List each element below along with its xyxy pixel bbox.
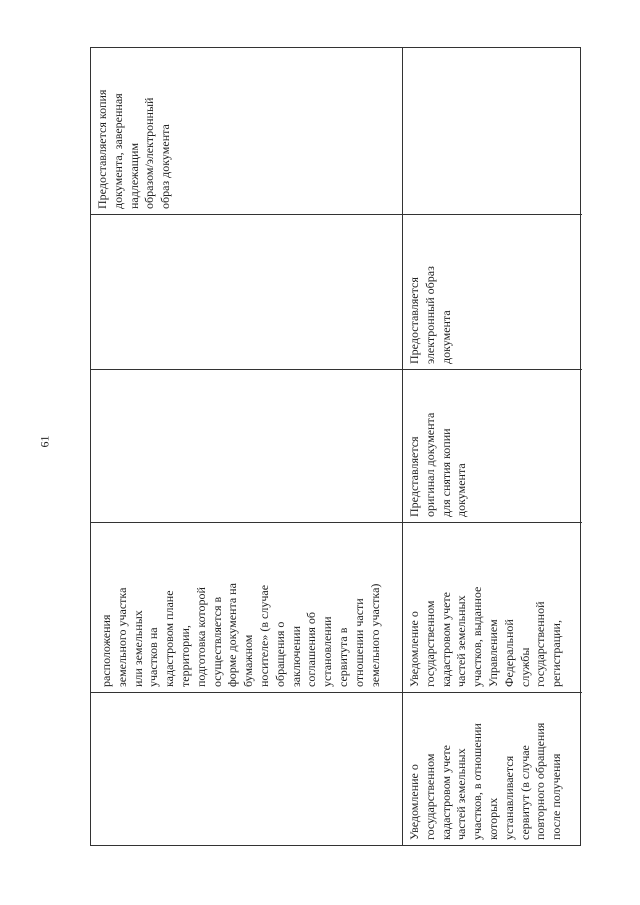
requirements-table: [90, 47, 581, 846]
cell-line: заключении: [288, 625, 303, 687]
cell-line: участков, выданное: [470, 586, 485, 687]
cell-line: образом/электронный: [142, 97, 157, 209]
cell-line: кадастровом учете: [438, 591, 453, 687]
cell-line: форме документа на: [225, 583, 240, 687]
cell-line: Представляется: [407, 436, 421, 517]
cell-line: документа: [454, 463, 469, 517]
cell-line: оригинал документа: [422, 412, 437, 517]
cell-line: электронный образ: [422, 266, 437, 364]
table-cell-text: [403, 369, 582, 522]
page-number: 61: [37, 435, 52, 448]
cell-line: государственном: [422, 753, 437, 840]
rotated-table-area: [90, 47, 581, 846]
cell-line: образ документа: [158, 124, 173, 209]
cell-line: частей земельных: [454, 595, 469, 687]
cell-line: подготовка которой: [193, 587, 208, 687]
table-cell-empty: [91, 214, 402, 369]
cell-line: кадастровом учете: [438, 744, 453, 840]
cell-line: Уведомление о: [407, 611, 421, 687]
table-cell-text: [403, 522, 582, 692]
cell-line: для снятия копии: [438, 428, 453, 517]
cell-line: носителе» (в случае: [256, 584, 271, 687]
cell-line: Предоставляется копия: [95, 89, 109, 209]
table-cell-text: [91, 522, 402, 692]
cell-line: участков, в отношении: [470, 723, 485, 840]
cell-line: службы: [517, 647, 532, 687]
table-cell-text: [403, 692, 582, 845]
cell-line: государственной: [533, 601, 548, 687]
cell-line: расположения: [99, 614, 113, 687]
cell-line: документа: [438, 310, 453, 364]
table-cell-text: [91, 48, 402, 214]
cell-line: Федеральной: [501, 619, 516, 687]
cell-line: повторного обращения: [533, 722, 548, 840]
cell-line: обращения о: [272, 621, 287, 687]
cell-line: регистрации,: [549, 620, 564, 687]
cell-line: частей земельных: [454, 748, 469, 840]
cell-line: земельного участка): [367, 583, 382, 687]
cell-line: сервитут (в случае: [517, 745, 532, 840]
table-cell-text: [403, 214, 582, 369]
cell-line: земельного участка: [114, 587, 129, 687]
cell-line: кадастровом плане: [162, 590, 177, 687]
cell-line: установлении: [320, 616, 335, 687]
cell-line: территории,: [177, 625, 192, 687]
table-cell-empty: [403, 48, 582, 214]
cell-line: отношении части: [351, 598, 366, 687]
cell-line: Управлением: [485, 619, 500, 687]
cell-line: государственном: [422, 600, 437, 687]
table-row: [91, 48, 403, 845]
cell-line: устанавливается: [501, 755, 516, 840]
cell-line: документа, заверенная: [110, 93, 125, 209]
cell-line: бумажном: [241, 634, 256, 687]
cell-line: соглашения об: [304, 612, 319, 687]
cell-line: участков на: [146, 627, 161, 687]
cell-line: Предоставляется: [407, 277, 421, 364]
table-cell-empty: [91, 369, 402, 522]
cell-line: или земельных: [130, 610, 145, 687]
table-cell-empty: [91, 692, 402, 845]
cell-line: осуществляется в: [209, 596, 224, 687]
table-row: [403, 48, 582, 845]
cell-line: после получения: [549, 753, 564, 840]
cell-line: которых: [485, 797, 500, 840]
cell-line: Уведомление о: [407, 764, 421, 840]
cell-line: сервитута в: [335, 627, 350, 687]
cell-line: надлежащим: [126, 142, 141, 209]
